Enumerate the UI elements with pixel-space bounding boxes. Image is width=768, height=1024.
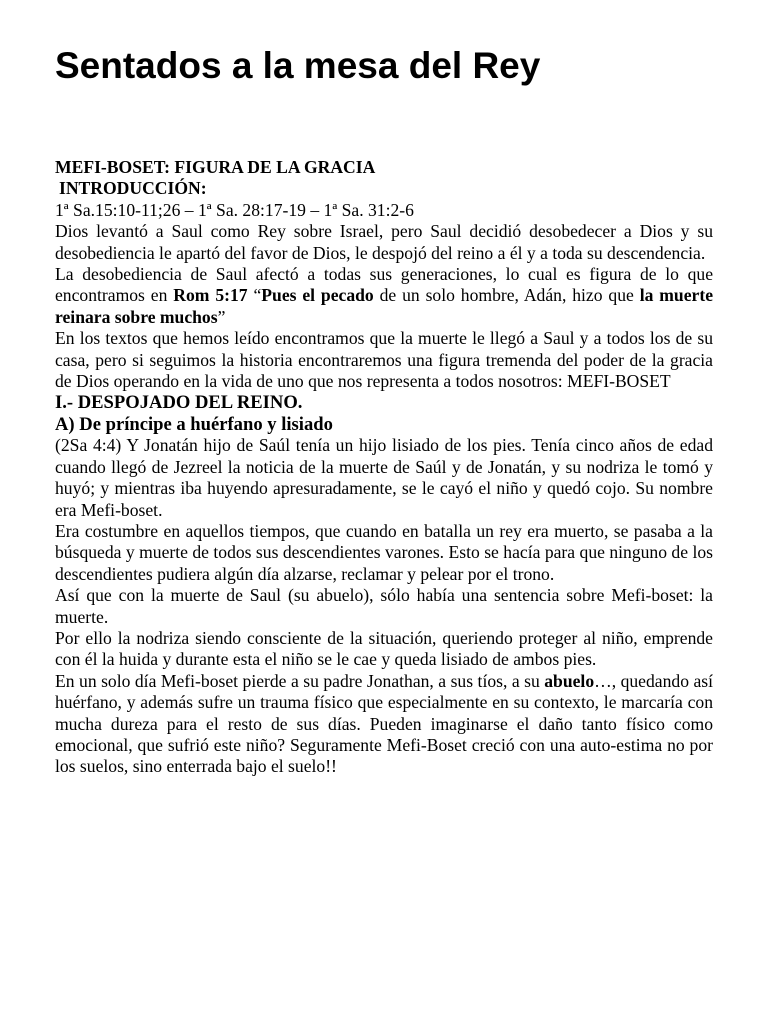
subsection-heading: A) De príncipe a huérfano y lisiado — [55, 413, 333, 435]
paragraph-2-text-f: ” — [217, 306, 226, 327]
heading-mefi-boset: MEFI-BOSET: FIGURA DE LA GRACIA — [55, 157, 376, 177]
paragraph-2-text-d: de un solo hombre, Adán, hizo que — [373, 285, 640, 306]
scripture-references: 1ª Sa.15:10-11;26 – 1ª Sa. 28:17-19 – 1ª Sa. 31:2-6 — [55, 199, 414, 220]
quote-bold-1: Pues el pecado — [261, 285, 374, 306]
paragraph-8-text-a: En un solo día Mefi-boset pierde a su padre Jonathan, a sus tíos, a su — [55, 670, 545, 691]
paragraph-4: (2Sa 4:4) Y Jonatán hijo de Saúl tenía un hijo lisiado de los pies. Tenía cinco años de edad cuando llegó de Jezreel la noticia de la muerte de Saúl y de Jonatán, y su nodriza le tomó y huyó; y mientras iba huyendo apresuradamente, se le cayó el niño y quedó cojo. Su nombre era Mefi-boset. — [55, 435, 713, 520]
paragraph-2 — [55, 264, 713, 328]
paragraph-1: Dios levantó a Saul como Rey sobre Israel, pero Saul decidió desobedecer a Dios y su desobediencia le apartó del favor de Dios, le despojó del reino a él y a toda su descendencia. — [55, 221, 713, 263]
paragraph-2-text-a: La desobediencia de Saul afectó a todas sus generaciones, lo cual es figura de lo que encontramos en — [55, 264, 713, 306]
document-body — [55, 157, 713, 778]
heading-introduccion: INTRODUCCIÓN: — [59, 178, 207, 199]
paragraph-8 — [55, 671, 713, 778]
section-heading-despojado: I.- DESPOJADO DEL REINO. — [55, 392, 303, 414]
paragraph-7: Por ello la nodriza siendo consciente de la situación, queriendo proteger al niño, emprende con él la huida y durante esta el niño se le cae y queda lisiado de ambos pies. — [55, 627, 713, 670]
paragraph-8-text-c: …, quedando así huérfano, y además sufre un trauma físico que especialmente en su contexto, le marcaría con mucha dureza para el resto de sus días. Pueden imaginarse el daño tanto físico como emocional, que sufrió este niño? Seguramente Mefi-Boset creció con una auto-estima no por los suelos, sino enterrada bajo el suelo!! — [55, 670, 714, 777]
page-title: Sentados a la mesa del Rey — [55, 45, 541, 86]
paragraph-3: En los textos que hemos leído encontramos que la muerte le llegó a Saul y a todos los de su casa, pero si seguimos la historia encontraremos una figura tremenda del poder de la gracia de Dios operando en la vida de uno que nos representa a todos nosotros: MEFI-BOSET — [55, 328, 713, 392]
paragraph-6: Así que con la muerte de Saul (su abuelo), sólo había una sentencia sobre Mefi-boset: la muerte. — [55, 585, 713, 627]
paragraph-5: Era costumbre en aquellos tiempos, que cuando en batalla un rey era muerto, se pasaba a la búsqueda y muerte de todos sus descendientes varones. Esto se hacía para que ninguno de los descendientes pudiera algún día alzarse, reclamar y pelear por el trono. — [55, 520, 713, 584]
abuelo-bold: abuelo — [544, 670, 595, 691]
romans-reference: Rom 5:17 — [173, 285, 248, 306]
paragraph-2-text-b: “ — [247, 285, 262, 306]
quote-bold-2: la muerte reinara sobre muchos — [55, 285, 713, 327]
